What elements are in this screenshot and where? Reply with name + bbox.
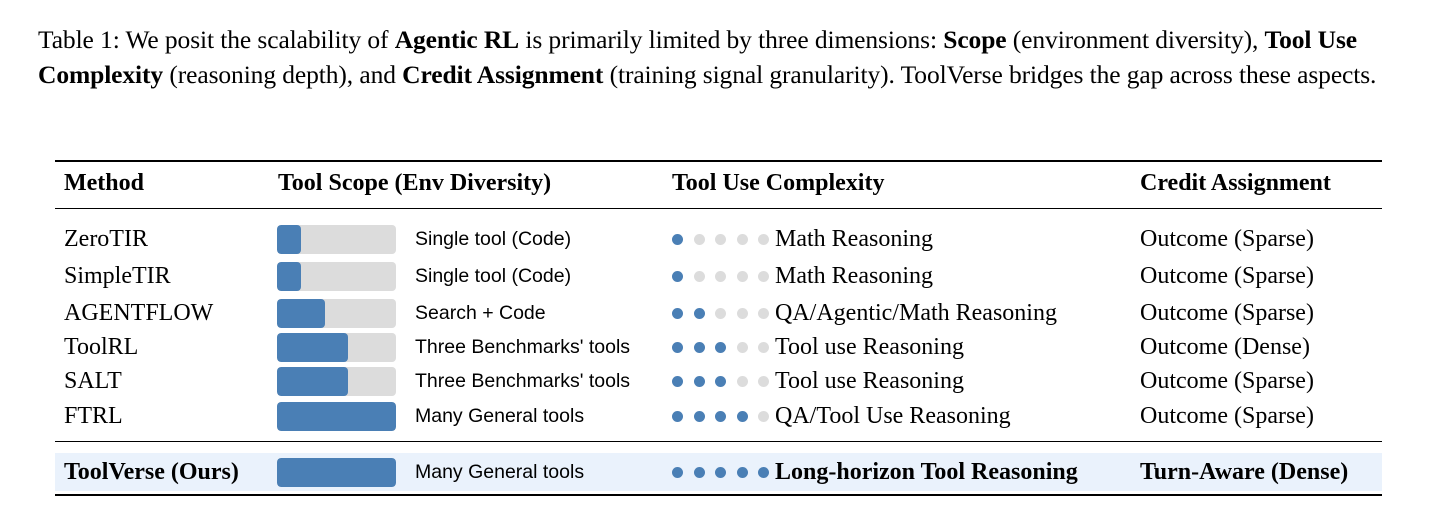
scope-bar-fill (277, 225, 301, 254)
table-row (0, 330, 1435, 364)
scope-label: Many General tools (415, 405, 585, 427)
credit-label: Outcome (Sparse) (1140, 403, 1314, 429)
complexity-dot-filled (694, 376, 705, 387)
header-complexity: Tool Use Complexity (672, 170, 885, 196)
complexity-dot-filled (672, 376, 683, 387)
complexity-dot-empty (737, 234, 748, 245)
complexity-dot-empty (758, 376, 769, 387)
complexity-label: QA/Agentic/Math Reasoning (775, 300, 1057, 326)
complexity-dot-empty (758, 271, 769, 282)
scope-label: Three Benchmarks' tools (415, 370, 631, 392)
scope-bar (277, 225, 396, 254)
complexity-dot-filled (672, 467, 683, 478)
header-credit: Credit Assignment (1140, 170, 1331, 196)
complexity-dot-filled (737, 467, 748, 478)
scope-label: Single tool (Code) (415, 228, 572, 250)
complexity-dot-filled (672, 411, 683, 422)
complexity-dot-filled (715, 376, 726, 387)
complexity-dot-filled (694, 467, 705, 478)
complexity-dot-filled (694, 308, 705, 319)
credit-label: Outcome (Dense) (1140, 334, 1310, 360)
credit-label: Outcome (Sparse) (1140, 263, 1314, 289)
complexity-dot-filled (672, 308, 683, 319)
top-rule (55, 160, 1382, 162)
complexity-dot-filled (715, 411, 726, 422)
method-name: AGENTFLOW (64, 300, 214, 326)
scope-bar-fill (277, 262, 301, 291)
scope-bar (277, 333, 396, 362)
credit-label: Outcome (Sparse) (1140, 300, 1314, 326)
scope-bar (277, 458, 396, 487)
table-caption: Table 1: We posit the scalability of Agentic RL is primarily limited by three dimensions: Scope (environment diversity), Tool Use Complexity (reasoning depth), and Credit Assignment (training signal granularity). ToolVerse bridges the gap across these aspects. (38, 25, 1377, 89)
complexity-dot-filled (672, 342, 683, 353)
complexity-dot-filled (672, 234, 683, 245)
scope-bar-fill (277, 367, 348, 396)
credit-label: Outcome (Sparse) (1140, 368, 1314, 394)
header-scope: Tool Scope (Env Diversity) (278, 170, 552, 196)
complexity-dot-filled (737, 411, 748, 422)
complexity-dot-empty (737, 376, 748, 387)
method-name: SimpleTIR (64, 263, 171, 289)
method-name: ToolVerse (Ours) (64, 459, 239, 485)
table-row (0, 222, 1435, 256)
table-row (0, 259, 1435, 293)
scope-bar (277, 262, 396, 291)
method-name: SALT (64, 368, 122, 394)
complexity-label: QA/Tool Use Reasoning (775, 403, 1011, 429)
scope-label: Search + Code (415, 302, 546, 324)
complexity-dot-empty (758, 411, 769, 422)
credit-label: Turn-Aware (Dense) (1140, 459, 1349, 485)
complexity-dot-empty (694, 271, 705, 282)
header-method: Method (64, 170, 144, 196)
scope-bar (277, 402, 396, 431)
complexity-label: Tool use Reasoning (775, 368, 964, 394)
complexity-dot-filled (715, 467, 726, 478)
scope-bar (277, 367, 396, 396)
complexity-dot-empty (715, 308, 726, 319)
method-name: ZeroTIR (64, 226, 148, 252)
scope-label: Many General tools (415, 461, 585, 483)
table-row-ours (0, 455, 1435, 489)
scope-bar-fill (277, 402, 396, 431)
complexity-dot-filled (672, 271, 683, 282)
credit-label: Outcome (Sparse) (1140, 226, 1314, 252)
complexity-dot-filled (694, 411, 705, 422)
complexity-dot-filled (694, 342, 705, 353)
scope-label: Single tool (Code) (415, 265, 572, 287)
table-row (0, 296, 1435, 330)
method-name: ToolRL (64, 334, 139, 360)
complexity-label: Long-horizon Tool Reasoning (775, 459, 1078, 485)
method-name: FTRL (64, 403, 123, 429)
header-rule (55, 208, 1382, 209)
complexity-label: Math Reasoning (775, 226, 933, 252)
scope-bar-fill (277, 299, 325, 328)
scope-label: Three Benchmarks' tools (415, 336, 631, 358)
complexity-dot-empty (737, 271, 748, 282)
complexity-label: Math Reasoning (775, 263, 933, 289)
complexity-dot-empty (758, 308, 769, 319)
complexity-label: Tool use Reasoning (775, 334, 964, 360)
complexity-dot-filled (715, 342, 726, 353)
complexity-dot-empty (737, 308, 748, 319)
complexity-dot-empty (715, 234, 726, 245)
complexity-dot-empty (737, 342, 748, 353)
scope-bar-fill (277, 458, 396, 487)
complexity-dot-empty (758, 234, 769, 245)
ours-separator-rule (55, 441, 1382, 442)
table-row (0, 364, 1435, 398)
complexity-dot-empty (758, 342, 769, 353)
bottom-rule (55, 494, 1382, 496)
complexity-dot-filled (758, 467, 769, 478)
complexity-dot-empty (715, 271, 726, 282)
complexity-dot-empty (694, 234, 705, 245)
scope-bar (277, 299, 396, 328)
table-row (0, 399, 1435, 433)
scope-bar-fill (277, 333, 348, 362)
